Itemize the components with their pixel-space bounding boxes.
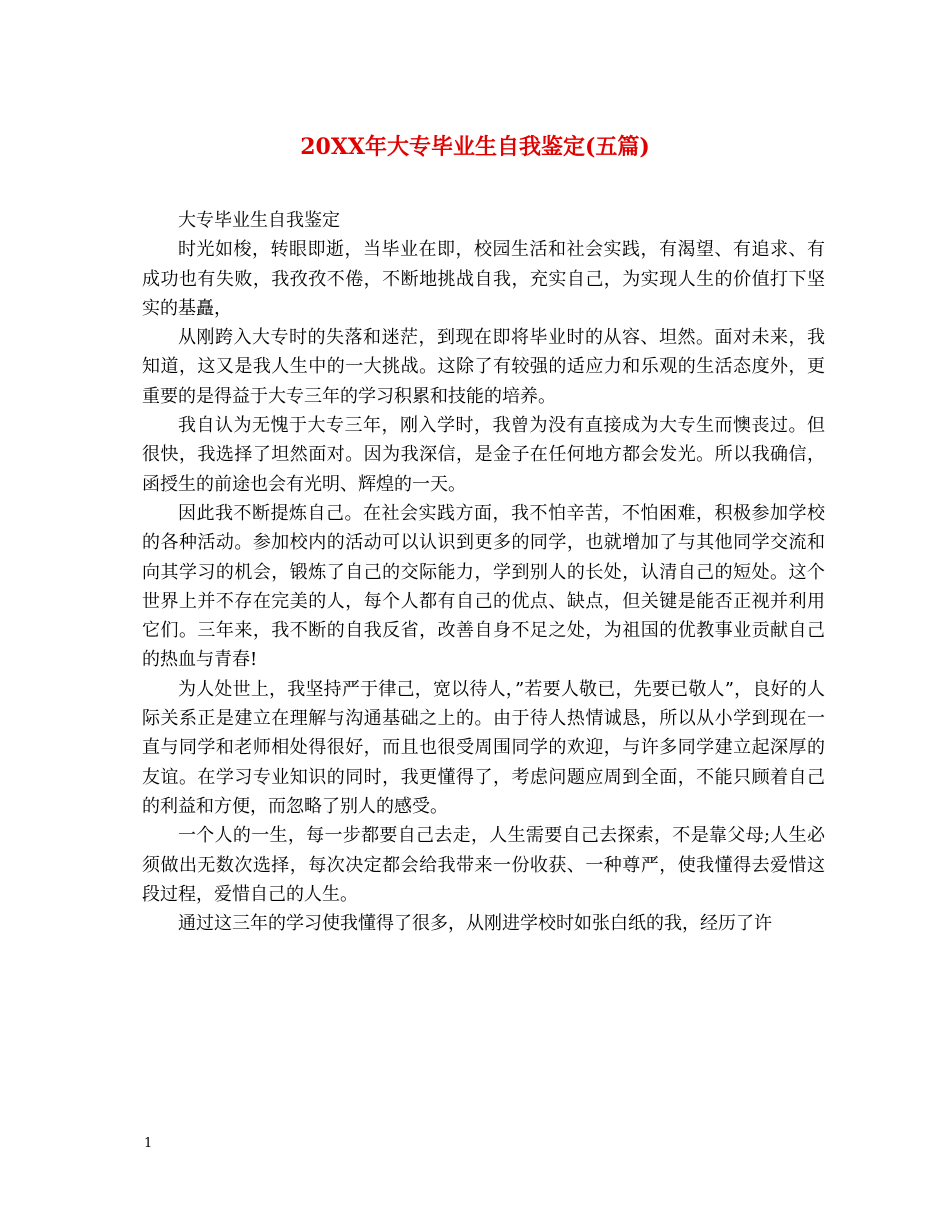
paragraph: 时光如梭，转眼即逝，当毕业在即，校园生活和社会实践，有渴望、有追求、有成功也有失败，我孜孜不倦，不断地挑战自我，充实自己，为实现人生的价值打下坚实的基矗， — [142, 239, 825, 319]
paragraph: 大专毕业生自我鉴定 — [178, 210, 340, 231]
document-body — [142, 206, 825, 938]
paragraph: 通过这三年的学习使我懂得了很多，从刚进学校时如张白纸的我，经历了许 — [178, 913, 772, 935]
document-title: 20XX年大专毕业生自我鉴定(五篇) — [300, 134, 650, 160]
page-number: 1 — [144, 1136, 153, 1151]
paragraph: 我自认为无愧于大专三年，刚入学时，我曾为没有直接成为大专生而懊丧过。但很快，我选择了坦然面对。因为我深信，是金子在任何地方都会发光。所以我确信，函授生的前途也会有光明、辉煌的一天。 — [142, 415, 825, 495]
paragraph: 从刚跨入大专时的失落和迷茫，到现在即将毕业时的从容、坦然。面对未来，我知道，这又是我人生中的一大挑战。这除了有较强的适应力和乐观的生活态度外，更重要的是得益于大专三年的学习积累和技能的培养。 — [142, 327, 825, 407]
paragraph: 一个人的一生，每一步都要自己去走，人生需要自己去探索，不是靠父母;人生必须做出无数次选择，每次决定都会给我带来一份收获、一种尊严，使我懂得去爱惜这段过程，爱惜自己的人生。 — [142, 825, 825, 905]
paragraph: 为人处世上，我坚持严于律己，宽以待人，”若要人敬已，先要已敬人”，良好的人际关系正是建立在理解与沟通基础之上的。由于待人热情诚恳，所以从小学到现在一直与同学和老师相处得很好，而且也很受周围同学的欢迎，与许多同学建立起深厚的友谊。在学习专业知识的同时，我更懂得了，考虑问题应周到全面，不能只顾着自己的利益和方便，而忽略了别人的感受。 — [142, 678, 825, 817]
paragraph: 因此我不断提炼自己。在社会实践方面，我不怕辛苦，不怕困难，积极参加学校的各种活动。参加校内的活动可以认识到更多的同学，也就增加了与其他同学交流和向其学习的机会，锻炼了自己的交际能力，学到别人的长处，认清自己的短处。这个世界上并不存在完美的人，每个人都有自己的优点、缺点，但关键是能否正视并利用它们。三年来，我不断的自我反省，改善自身不足之处，为祖国的优教事业贡献自己的热血与青春! — [142, 502, 825, 671]
